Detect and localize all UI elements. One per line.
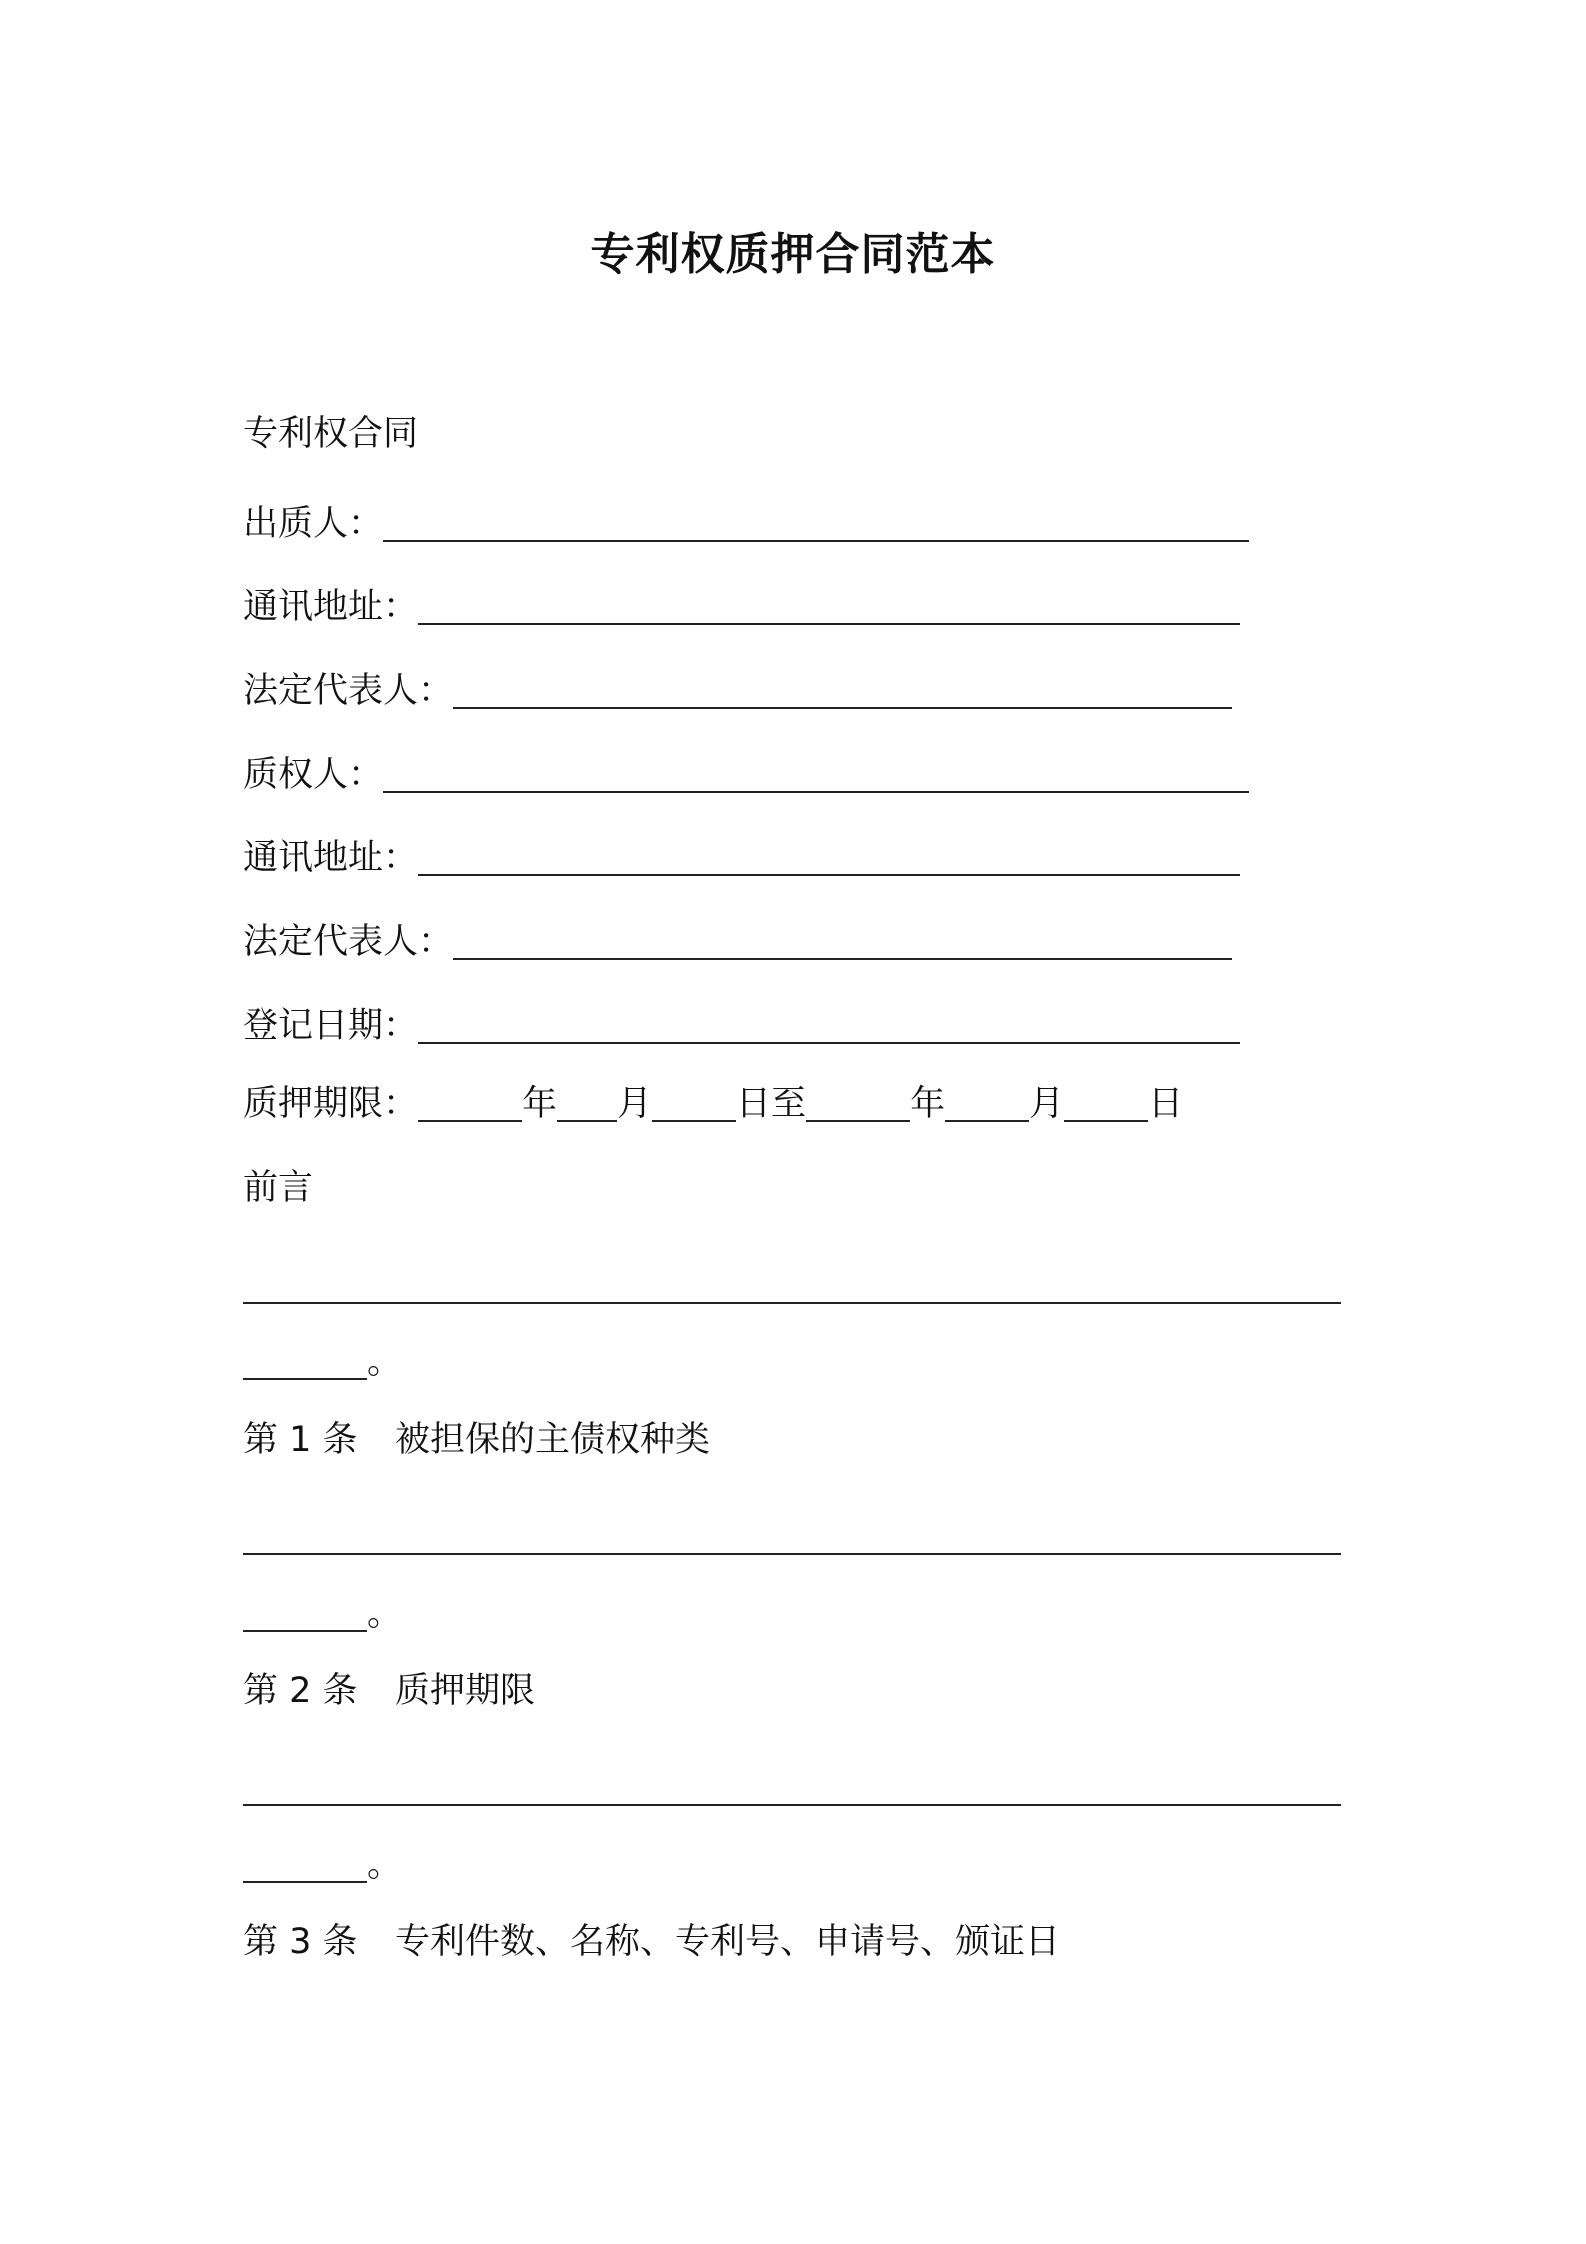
year-unit: 年	[522, 1084, 558, 1124]
contract-subtitle: 专利权合同	[243, 414, 419, 454]
article-2-blank-short[interactable]	[243, 1845, 367, 1883]
preface-blank-line[interactable]	[243, 1302, 1341, 1304]
day-unit: 日	[1148, 1084, 1184, 1124]
reg-date-blank[interactable]	[418, 1006, 1240, 1044]
period-row	[243, 1082, 1183, 1126]
article-3	[243, 1920, 1060, 1964]
pledgor-rep-label: 法定代表人：	[243, 671, 454, 711]
article-1-blank-line[interactable]	[243, 1553, 1341, 1555]
pledgor-address-label: 通讯地址：	[243, 587, 419, 627]
period-mark: 。	[367, 1845, 403, 1885]
period-mark: 。	[367, 1342, 403, 1382]
article-text: 被担保的主债权种类	[395, 1420, 711, 1460]
end-year-blank[interactable]	[806, 1084, 910, 1122]
pledgor-address-blank[interactable]	[418, 587, 1240, 625]
pledgee-label: 质权人：	[243, 755, 384, 795]
reg-date-row	[243, 1004, 1240, 1048]
pledgor-address-row	[243, 585, 1240, 629]
pledgee-blank[interactable]	[383, 755, 1249, 793]
article-1	[243, 1418, 710, 1462]
preface-blank-short[interactable]	[243, 1342, 367, 1380]
pledgor-rep-blank[interactable]	[453, 671, 1232, 709]
period-mark: 。	[367, 1594, 403, 1634]
pledgor-blank[interactable]	[383, 504, 1249, 542]
start-day-blank[interactable]	[652, 1084, 736, 1122]
article-2-blank-end	[243, 1843, 402, 1887]
article-text: 专利件数、名称、专利号、申请号、颁证日	[395, 1922, 1061, 1962]
start-month-blank[interactable]	[557, 1084, 617, 1122]
pledgor-rep-row	[243, 669, 1232, 713]
pledgee-rep-row	[243, 920, 1232, 964]
year-unit: 年	[910, 1084, 946, 1124]
end-day-blank[interactable]	[1064, 1084, 1148, 1122]
article-2-blank-line[interactable]	[243, 1804, 1341, 1806]
pledgee-address-row	[243, 836, 1240, 880]
article-1-blank-end	[243, 1592, 402, 1636]
preface-blank-end	[243, 1340, 402, 1384]
article-number: 第 1 条	[243, 1420, 358, 1460]
pledgee-row	[243, 753, 1249, 797]
end-month-blank[interactable]	[945, 1084, 1029, 1122]
preface-heading: 前言	[243, 1168, 314, 1208]
article-number: 第 3 条	[243, 1922, 358, 1962]
pledgee-address-label: 通讯地址：	[243, 838, 419, 878]
article-1-blank-short[interactable]	[243, 1594, 367, 1632]
pledgee-rep-blank[interactable]	[453, 922, 1232, 960]
day-to-unit: 日至	[736, 1084, 807, 1124]
article-2	[243, 1669, 535, 1713]
pledgor-label: 出质人：	[243, 504, 384, 544]
start-year-blank[interactable]	[418, 1084, 522, 1122]
period-label: 质押期限：	[243, 1084, 419, 1124]
pledgor-row	[243, 502, 1249, 546]
article-text: 质押期限	[395, 1671, 536, 1711]
document-title: 专利权质押合同范本	[590, 229, 996, 280]
month-unit: 月	[1029, 1084, 1065, 1124]
article-number: 第 2 条	[243, 1671, 358, 1711]
month-unit: 月	[617, 1084, 653, 1124]
pledgee-rep-label: 法定代表人：	[243, 922, 454, 962]
pledgee-address-blank[interactable]	[418, 838, 1240, 876]
reg-date-label: 登记日期：	[243, 1006, 419, 1046]
